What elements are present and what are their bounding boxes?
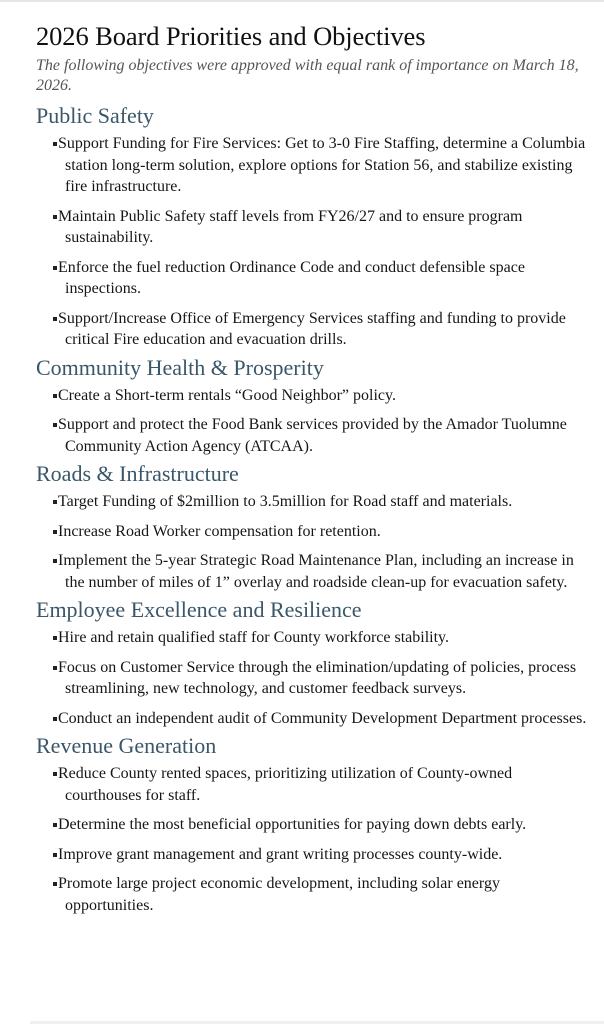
square-bullet-icon [53, 394, 57, 398]
list-item-text: Enforce the fuel reduction Ordinance Code and conduct defensible space inspections. [58, 258, 525, 297]
list-item-text: Determine the most beneficial opportunities for paying down debts early. [58, 816, 527, 833]
section-title: Public Safety [36, 103, 154, 128]
list-item [36, 844, 592, 866]
section-title: Community Health & Prosperity [36, 354, 324, 380]
square-bullet-icon [53, 823, 57, 827]
list-item [36, 414, 592, 457]
square-bullet-icon [53, 317, 57, 321]
section-employee-excellence-resilience [36, 596, 592, 729]
list-item [36, 491, 592, 513]
objective-list [36, 627, 592, 729]
objective-list [36, 385, 592, 458]
list-item-text: Support Funding for Fire Services: Get to 3-0 Fire Staffing, determine a Columbia station long-term solution, explore options for Station 56, and stabilize existing fire infrastructure. [58, 135, 586, 195]
section-public-safety [36, 102, 592, 351]
section-title: Roads & Infrastructure [36, 461, 239, 486]
page-subtitle: The following objectives were approved with equal rank of importance on March 18, 2026. [36, 57, 579, 94]
objective-list [36, 133, 592, 351]
square-bullet-icon [53, 772, 57, 776]
list-item-text: Focus on Customer Service through the elimination/updating of policies, process streamlining, new technology, and customer feedback surveys. [58, 658, 577, 697]
list-item [36, 627, 592, 649]
section-revenue-generation [36, 732, 592, 916]
square-bullet-icon [53, 717, 57, 721]
list-item-text: Support and protect the Food Bank services provided by the Amador Tuolumne Community Action Agency (ATCAA). [58, 416, 567, 455]
square-bullet-icon [53, 882, 57, 886]
square-bullet-icon [53, 215, 57, 219]
square-bullet-icon [53, 142, 57, 146]
square-bullet-icon [53, 559, 57, 563]
list-item-text: Implement the 5-year Strategic Road Maintenance Plan, including an increase in the number of miles of 1” overlay and roadside clean-up for evacuation safety. [58, 552, 574, 591]
list-item [36, 308, 592, 351]
list-item-text: Improve grant management and grant writing processes county-wide. [58, 845, 503, 863]
square-bullet-icon [53, 500, 57, 504]
square-bullet-icon [53, 423, 57, 427]
list-item-text: Hire and retain qualified staff for County workforce stability. [58, 629, 449, 646]
list-item-text: Support/Increase Office of Emergency Services staffing and funding to provide critical Fire education and evacuation drills. [58, 309, 566, 348]
list-item [36, 657, 592, 700]
list-item-text: Maintain Public Safety staff levels from FY26/27 and to ensure program sustainability. [58, 207, 523, 246]
list-item-text: Increase Road Worker compensation for retention. [58, 522, 381, 540]
document-page [36, 20, 592, 919]
objective-list [36, 763, 592, 916]
square-bullet-icon [53, 853, 57, 857]
list-item [36, 708, 592, 730]
list-item-text: Reduce County rented spaces, prioritizing utilization of County-owned courthouses for staff. [58, 765, 513, 804]
list-item [36, 550, 592, 593]
section-title: Employee Excellence and Resilience [36, 597, 362, 622]
section-roads-infrastructure [36, 460, 592, 593]
list-item [36, 763, 592, 806]
top-divider [0, 0, 604, 2]
list-item-text: Conduct an independent audit of Community Development Department processes. [58, 709, 587, 727]
square-bullet-icon [53, 266, 57, 270]
list-item [36, 385, 592, 407]
objective-list [36, 491, 592, 593]
list-item [36, 873, 592, 916]
section-title: Revenue Generation [36, 733, 217, 758]
section-community-health-prosperity [36, 354, 592, 458]
list-item-text: Create a Short-term rentals “Good Neighbor” policy. [58, 386, 396, 404]
list-item [36, 133, 592, 198]
page-title: 2026 Board Priorities and Objectives [36, 21, 426, 51]
list-item [36, 814, 592, 836]
square-bullet-icon [53, 530, 57, 534]
list-item-text: Target Funding of $2million to 3.5million for Road staff and materials. [58, 493, 513, 510]
list-item [36, 206, 592, 249]
list-item [36, 521, 592, 543]
list-item-text: Promote large project economic development, including solar energy opportunities. [58, 875, 500, 914]
square-bullet-icon [53, 666, 57, 670]
list-item [36, 257, 592, 300]
square-bullet-icon [53, 636, 57, 640]
